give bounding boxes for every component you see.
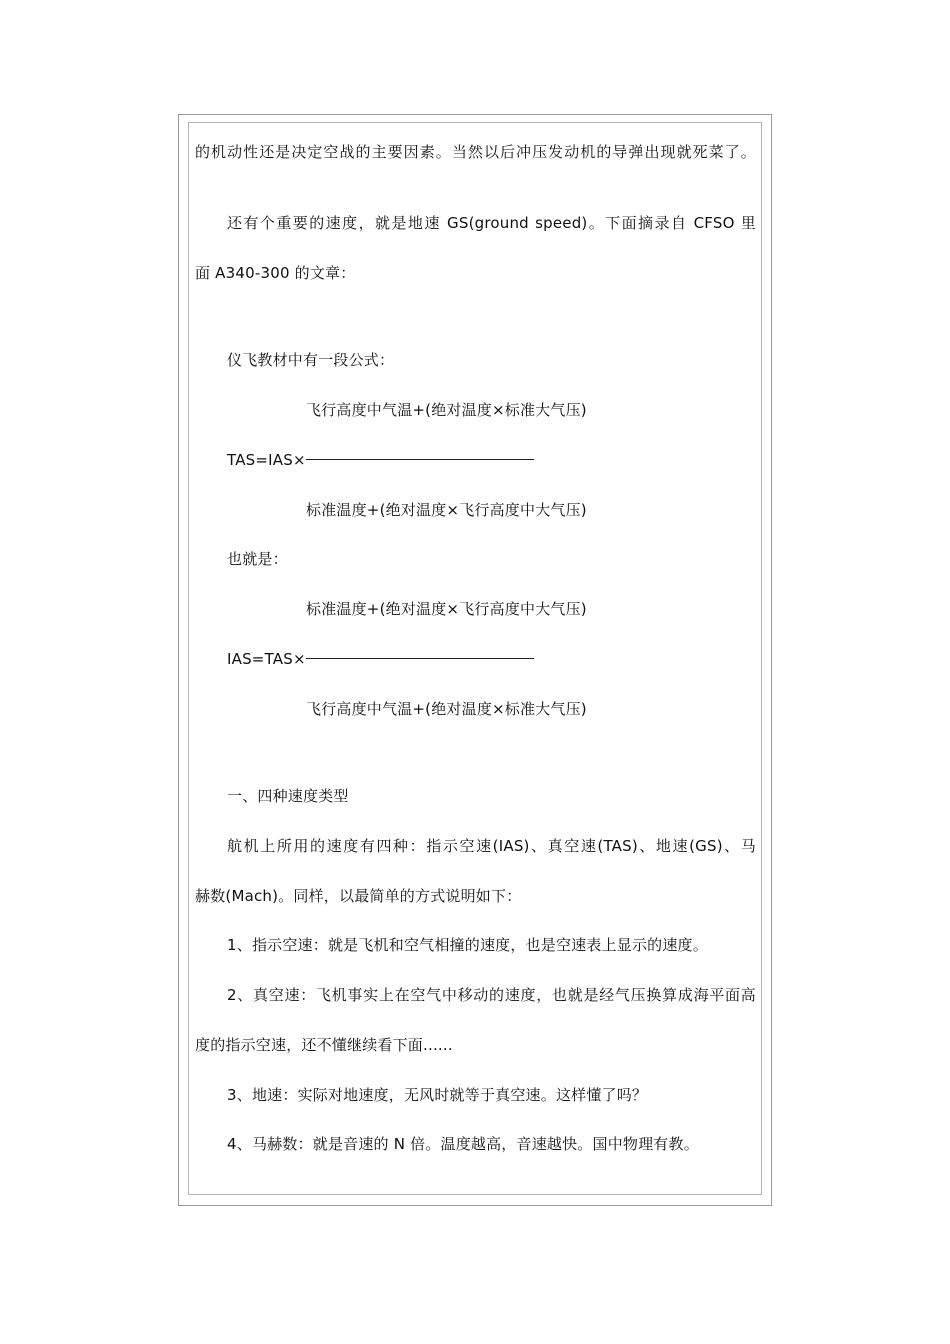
text-line: 还有个重要的速度，就是地速 GS(ground speed)。下面摘录自 CFSO 里 — [227, 214, 756, 232]
text-line: 的机动性还是决定空战的主要因素。当然以后冲压发动机的导弹出现就死菜了。 — [195, 143, 756, 161]
formula-lhs: TAS=IAS× — [227, 451, 306, 469]
fraction-bar — [306, 658, 534, 659]
formula-line — [227, 450, 534, 470]
formula-numerator: 飞行高度中气温+(绝对温度×标准大气压) — [306, 401, 587, 419]
formula-line — [227, 649, 534, 669]
text-line: 仪飞教材中有一段公式： — [227, 351, 395, 369]
text-line: 赫数(Mach)。同样，以最简单的方式说明如下： — [195, 887, 522, 905]
text-line: 也就是： — [227, 550, 288, 568]
text-line: 面 A340-300 的文章： — [195, 264, 356, 282]
list-item: 2、真空速：飞机事实上在空气中移动的速度，也就是经气压换算成海平面高 — [227, 986, 756, 1004]
text-line: 度的指示空速，还不懂继续看下面...... — [195, 1036, 453, 1054]
formula-denominator: 标准温度+(绝对温度×飞行高度中大气压) — [306, 501, 587, 519]
formula-lhs: IAS=TAS× — [227, 650, 306, 668]
text-line: 航机上所用的速度有四种：指示空速(IAS)、真空速(TAS)、地速(GS)、马 — [227, 837, 756, 855]
list-item: 4、马赫数：就是音速的 N 倍。温度越高，音速越快。国中物理有教。 — [227, 1135, 699, 1153]
list-item: 3、地速：实际对地速度，无风时就等于真空速。这样懂了吗？ — [227, 1086, 648, 1104]
fraction-bar — [306, 459, 534, 460]
formula-numerator: 标准温度+(绝对温度×飞行高度中大气压) — [306, 600, 587, 618]
formula-denominator: 飞行高度中气温+(绝对温度×标准大气压) — [306, 700, 587, 718]
section-heading: 一、四种速度类型 — [227, 787, 349, 805]
list-item: 1、指示空速：就是飞机和空气相撞的速度，也是空速表上显示的速度。 — [227, 936, 708, 954]
